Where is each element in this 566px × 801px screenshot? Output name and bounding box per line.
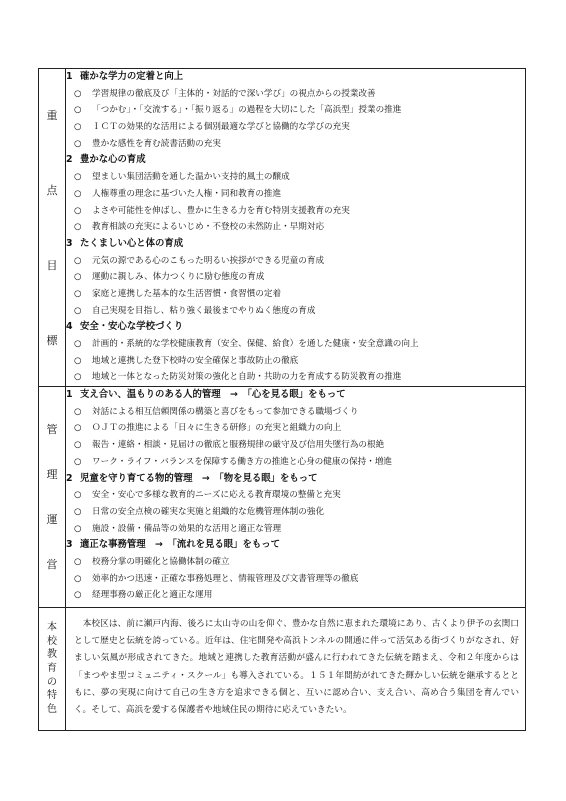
vertical-label <box>39 621 65 717</box>
list-item: ○ 地域と一体となった防災対策の強化と自助・共助の力を育成する防災教育の推進 <box>74 372 402 383</box>
label-char: 校 <box>47 635 57 647</box>
label-char: 目 <box>46 258 58 272</box>
list-item: ○ 教育相談の充実によるいじめ・不登校の未然防止・早期対応 <box>74 222 325 233</box>
label-char: 点 <box>46 183 58 197</box>
section-row-priority-goals <box>39 69 526 387</box>
section-label-features <box>39 608 66 731</box>
school-plan-table <box>38 68 526 731</box>
list-item: ○ 計画的・系統的な学校健康教育（安全、保健、給食）を通した健康・安全意識の向上 <box>74 339 419 349</box>
list-item: ○ 施設・設備・備品等の効果的な活用と適正な管理 <box>74 523 282 534</box>
list-item: ○ 安全・安心で多様な教育的ニーズに応える教育環境の整備と充実 <box>74 490 341 501</box>
label-char: 理 <box>46 468 58 482</box>
vertical-label <box>39 407 65 587</box>
group-heading: 1 支え合い、温もりのある人的管理 → 「心を見る眼」をもって <box>66 389 346 401</box>
list-item: ○ 経理事務の厳正化と適正な運用 <box>74 590 213 601</box>
list-item: ○ 「つかむ」・「交流する」・「振り返る」の過程を大切にした「高浜型」授業の推進 <box>74 105 402 116</box>
section-content-management <box>66 387 526 608</box>
list-item: ○ 人権尊重の理念に基づいた人権・同和教育の推進 <box>74 188 282 199</box>
list-item: ○ 運動に親しみ、体力つくりに励む態度の育成 <box>74 272 265 283</box>
label-char: 標 <box>46 333 58 347</box>
list-item: ○ 対話による相互信頼関係の構築と喜びをもって参加できる職場づくり <box>74 406 359 417</box>
list-item: ○ 豊かな感性を育む読書活動の充実 <box>74 138 221 149</box>
list-item: ○ 元気の源である心のこもった明るい挨拶ができる児童の育成 <box>74 255 325 266</box>
list-item: ○ 望ましい集団活動を通した温かい支持的風土の醸成 <box>74 172 290 183</box>
label-char: 本 <box>47 621 57 633</box>
section-row-management <box>39 387 526 608</box>
section-label-priority-goals <box>39 69 66 387</box>
section-content-priority-goals <box>66 69 526 387</box>
group-heading: 3 たくましい心と体の育成 <box>66 237 184 249</box>
list-item: ○ 家庭と連携した基本的な生活習慣・食習慣の定着 <box>74 288 282 299</box>
section-content-features <box>66 608 526 731</box>
list-item: ○ 地域と連携した登下校時の安全確保と事故防止の徹底 <box>74 355 299 366</box>
group-heading: 4 安全・安心な学校づくり <box>66 321 184 333</box>
label-char: 重 <box>46 108 58 122</box>
label-char: 特 <box>47 690 57 702</box>
group-heading: 1 確かな学力の定着と向上 <box>66 71 184 82</box>
label-char: 色 <box>47 704 57 716</box>
group-heading: 2 豊かな心の育成 <box>66 154 146 166</box>
label-char: 育 <box>47 663 57 675</box>
vertical-label <box>39 78 65 378</box>
list-item: ○ 報告・連絡・相談・見届けの徹底と服務規律の厳守及び信用失墜行為の根絶 <box>74 440 385 451</box>
section-row-features <box>39 608 526 731</box>
label-char: 営 <box>46 558 58 572</box>
list-item: ○ 学習規律の徹底及び「主体的・対話的で深い学び」の視点からの授業改善 <box>74 88 376 99</box>
list-item: ○ ＯＪＴの推進による「日々に生きる研修」の充実と組織力の向上 <box>74 423 342 434</box>
list-item: ○ ＩＣＴの効果的な活用による個別最適な学びと協働的な学びの充実 <box>74 122 350 133</box>
list-item: ○ 自己実現を目指し、粘り強く最後までやりぬく態度の育成 <box>74 305 316 316</box>
list-item: ○ ワーク・ライフ・バランスを保障する働き方の推進と心身の健康の保持・増進 <box>74 456 393 467</box>
label-char: の <box>47 676 57 688</box>
list-item: ○ 効率的かつ迅速・正確な事務処理と、情報管理及び文書管理等の徹底 <box>74 573 359 584</box>
label-char: 教 <box>47 649 57 661</box>
label-char: 運 <box>46 513 58 527</box>
features-paragraph: 本校区は、前に瀬戸内海、後ろに太山寺の山を仰ぐ、豊かな自然に恵まれた環境にあり、古くより伊予の玄関口として歴史と伝統を誇っている。近年は、住宅開発や高浜トンネルの開通に伴って活気ある街づくりがなされ、好ましい気風が形成されてきた。地域と連携した教育活動が盛んに行われてきた伝統を踏まえ、令和２年度からは「まつやま型コミュニティ・スクール」も導入されている。１５１年間紡がれてきた輝かしい伝統を継承するとともに、夢の実現に向けて自己の生き方を追求できる個と、互いに認め合い、支え合い、高め合う集団を育んでいく。そして、高浜を愛する保護者や地域住民の期待に応えていきたい。 <box>74 619 519 716</box>
group-heading: 2 児童を守り育てる物的管理 → 「物を見る眼」をもって <box>66 472 318 484</box>
list-item: ○ 校務分掌の明確化と協働体制の確立 <box>74 556 230 567</box>
list-item: ○ よさや可能性を伸ばし、豊かに生きる力を育む特別支援教育の充実 <box>74 205 350 216</box>
group-heading: 3 適正な事務管理 → 「流れを見る眼」をもって <box>66 539 281 551</box>
list-item: ○ 日常の安全点検の確実な実施と組織的な危機管理体制の強化 <box>74 506 325 517</box>
section-label-management <box>39 387 66 608</box>
label-char: 管 <box>46 423 58 437</box>
